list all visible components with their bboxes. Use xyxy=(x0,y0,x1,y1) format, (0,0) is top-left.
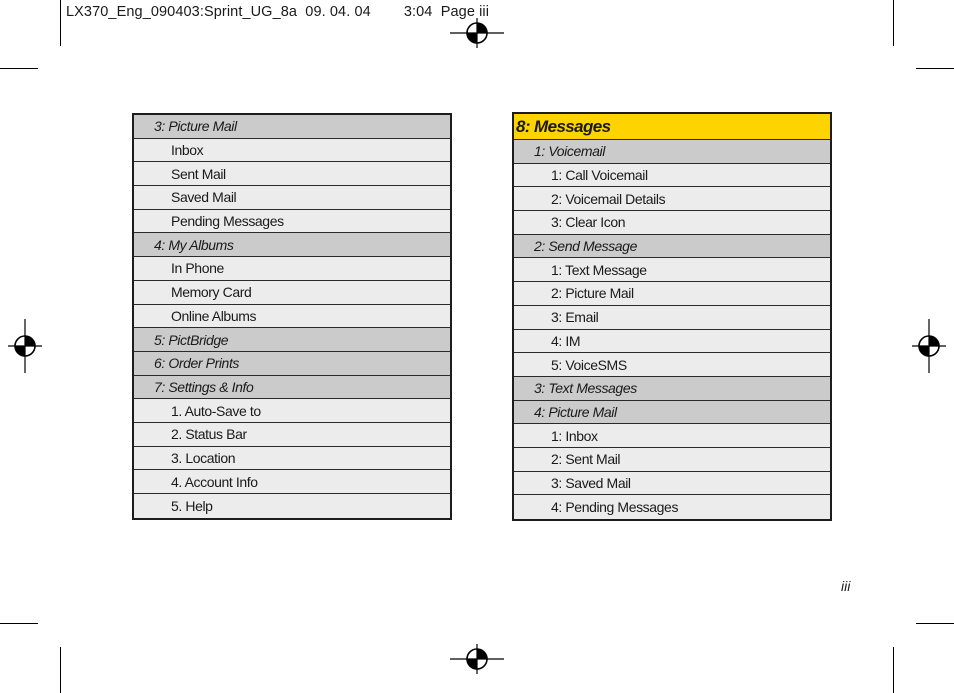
menu-row: Memory Card xyxy=(134,281,450,305)
menu-row: 3: Text Messages xyxy=(514,377,830,401)
menu-row: Inbox xyxy=(134,139,450,163)
menu-row: 1: Text Message xyxy=(514,258,830,282)
menu-row: 4. Account Info xyxy=(134,470,450,494)
menu-row: 1: Voicemail xyxy=(514,140,830,164)
registration-mark-right-icon xyxy=(912,319,946,373)
menu-row: Sent Mail xyxy=(134,162,450,186)
menu-row: Online Albums xyxy=(134,305,450,329)
menu-row: 3. Location xyxy=(134,447,450,471)
registration-mark-left-icon xyxy=(8,319,42,373)
crop-mark-bottom-right-vertical xyxy=(893,647,894,693)
crop-mark-bottom-right-horizontal xyxy=(916,623,954,624)
menu-row: 3: Saved Mail xyxy=(514,472,830,496)
page-number: iii xyxy=(841,578,851,594)
menu-row: 4: Picture Mail xyxy=(514,401,830,425)
menu-row: In Phone xyxy=(134,257,450,281)
menu-row: 2: Voicemail Details xyxy=(514,187,830,211)
crop-mark-bottom-left-horizontal xyxy=(0,623,38,624)
menu-row: 5. Help xyxy=(134,494,450,518)
menu-row: 6: Order Prints xyxy=(134,352,450,376)
menu-section-title: 8: Messages xyxy=(514,114,830,140)
menu-row: 3: Picture Mail xyxy=(134,115,450,139)
menu-row: 4: IM xyxy=(514,330,830,354)
registration-mark-top-icon xyxy=(450,16,504,50)
menu-row: 4: Pending Messages xyxy=(514,495,830,519)
menu-row: 2: Sent Mail xyxy=(514,448,830,472)
menu-table-left xyxy=(132,113,452,520)
slug-line: LX370_Eng_090403:Sprint_UG_8a 09. 04. 04 3:04 Page iii xyxy=(66,4,490,20)
menu-row: Pending Messages xyxy=(134,210,450,234)
crop-mark-top-right-horizontal xyxy=(916,68,954,69)
menu-row: 1: Call Voicemail xyxy=(514,164,830,188)
menu-row: 7: Settings & Info xyxy=(134,376,450,400)
menu-row: 5: PictBridge xyxy=(134,328,450,352)
menu-row: 1: Inbox xyxy=(514,424,830,448)
menu-row: 2. Status Bar xyxy=(134,423,450,447)
menu-row: Saved Mail xyxy=(134,186,450,210)
menu-row: 4: My Albums xyxy=(134,233,450,257)
registration-mark-bottom-icon xyxy=(450,642,504,676)
menu-table-right xyxy=(512,112,832,521)
menu-row: 5: VoiceSMS xyxy=(514,353,830,377)
crop-mark-top-right-vertical xyxy=(893,0,894,46)
menu-row: 2: Send Message xyxy=(514,235,830,259)
menu-row: 3: Email xyxy=(514,306,830,330)
menu-row: 2: Picture Mail xyxy=(514,282,830,306)
crop-mark-top-left-vertical xyxy=(60,0,61,46)
menu-row: 1. Auto-Save to xyxy=(134,399,450,423)
crop-mark-bottom-left-vertical xyxy=(60,647,61,693)
crop-mark-top-left-horizontal xyxy=(0,68,38,69)
menu-row: 3: Clear Icon xyxy=(514,211,830,235)
